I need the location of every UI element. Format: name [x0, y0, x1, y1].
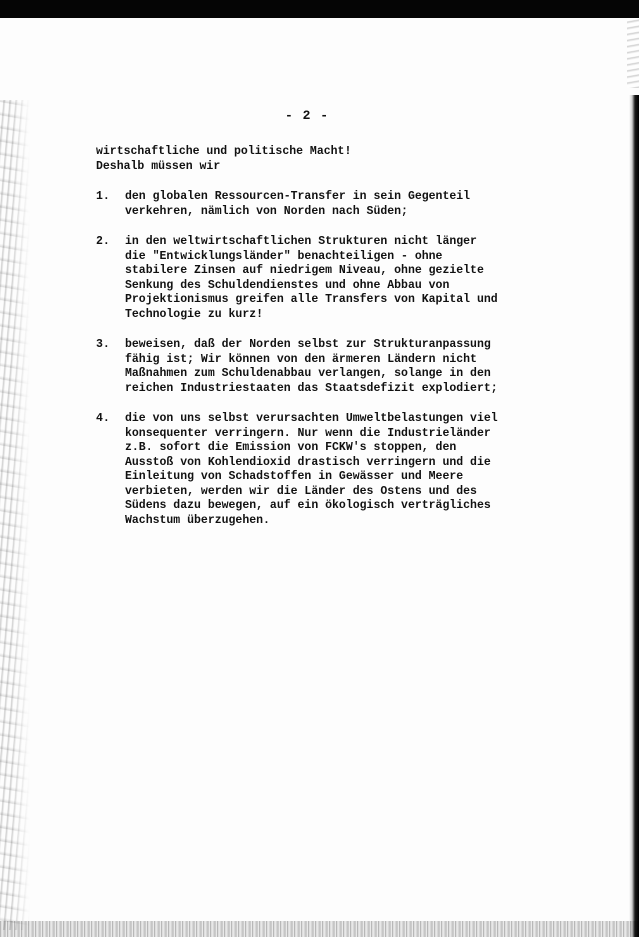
- list-item-number: 3.: [96, 338, 110, 351]
- page-number: - 2 -: [285, 108, 330, 123]
- list-item: [96, 190, 536, 219]
- scan-right-border: [629, 95, 639, 937]
- scan-bottom-noise: [0, 921, 639, 937]
- scan-edge-artifact: [627, 18, 639, 88]
- intro-line: wirtschaftliche und politische Macht!: [96, 145, 352, 158]
- list-item-text: beweisen, daß der Norden selbst zur Strukturanpassung fähig ist; Wir können von den ärmeren Ländern nicht Maßnahmen zum Schuldenabbau verlangen, solange in den reichen Industriestaaten das Staatsdefizit explodiert;: [125, 338, 498, 395]
- scan-left-noise: [0, 100, 30, 930]
- list-item-number: 4.: [96, 412, 110, 425]
- list-item-text: den globalen Ressourcen-Transfer in sein Gegenteil verkehren, nämlich von Norden nach Süden;: [125, 190, 471, 218]
- intro-line: Deshalb müssen wir: [96, 159, 221, 173]
- list-item-number: 1.: [96, 190, 110, 203]
- list-item: [96, 338, 536, 396]
- numbered-list: [96, 190, 536, 528]
- list-item-text: die von uns selbst verursachten Umweltbelastungen viel konsequenter verringern. Nur wenn die Industrieländer z.B. sofort die Emission von FCKW's stoppen, den Ausstoß von Kohlendioxid drastisch verringern und die Einleitung von Schadstoffen in Gewässer und Meere verbieten, werden wir die Länder des Ostens und des Südens dazu bewegen, auf ein ökologisch verträgliches Wachstum überzugehen.: [125, 412, 498, 527]
- list-item-text: in den weltwirtschaftlichen Strukturen nicht länger die "Entwicklungsländer" benachteiligen - ohne stabilere Zinsen auf niedrigem Niveau, ohne gezielte Senkung des Schuldendienstes und ohne Abbau von Projektionismus greifen alle Transfers von Kapital und Technologie zu kurz!: [125, 235, 498, 321]
- list-item: [96, 235, 536, 322]
- scan-top-border: [0, 0, 639, 18]
- document-body: [96, 145, 536, 544]
- list-item: [96, 412, 536, 528]
- list-item-number: 2.: [96, 235, 110, 248]
